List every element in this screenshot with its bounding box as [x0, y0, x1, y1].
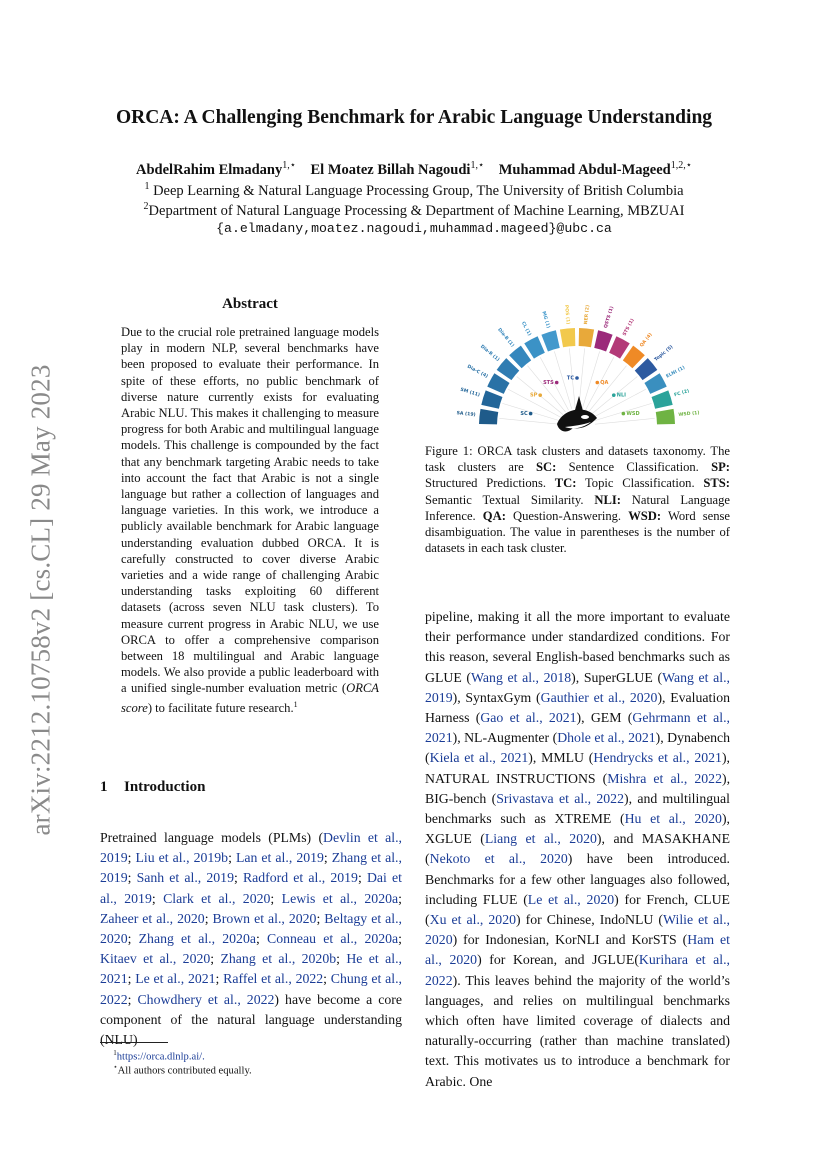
text-run: ) have become a core component of the natural language understanding (NLU) — [100, 991, 402, 1048]
text-run: ), Evaluation Harness ( — [425, 689, 730, 726]
text-run: ), GEM ( — [576, 710, 633, 726]
dataset-bar — [656, 409, 675, 424]
citation-link[interactable]: Beltagy et al., 2020 — [100, 910, 403, 947]
introduction-right-column — [425, 607, 730, 1092]
caption-term: SC: — [536, 460, 557, 475]
dataset-bar — [481, 390, 502, 408]
footnote-marker[interactable]: 1 — [293, 699, 298, 709]
text-run: Semantic Textual Similarity. — [425, 492, 595, 507]
paper-title: ORCA: A Challenging Benchmark for Arabic Language Understanding — [115, 107, 713, 128]
author-2: El Moatez Billah Nagoudi$^{1,⋆}$ — [310, 160, 485, 178]
citation-link[interactable]: Lan et al., 2019 — [235, 850, 324, 866]
dataset-label: NER (2) — [584, 304, 591, 325]
text-run: ), NL-Augmenter ( — [452, 730, 558, 746]
dataset-label: Dia-R (1) — [479, 344, 501, 363]
cluster-label: QA — [600, 380, 609, 387]
abstract-body: Due to the crucial role pretrained language models play in modern NLP, several benchmarks have been proposed to evaluate their performance. In spite of these efforts, no public benchmark of diverse nature currently exists for evaluating Arabic NLU. This makes it challenging to measure progress for both Arabic and multilingual language models. This challenge is compounded by the fact that any benchmark targeting Arabic needs to take into account the fact that Arabic is not a single language but rather a collection of languages and language varieties. In this work, we introduce a publicly available benchmark for Arabic language understanding evaluation dubbed ORCA. It is carefully constructed to cover diverse Arabic varieties and a wide range of challenging Arabic understanding tasks exploiting 60 different datasets (across seven NLU task clusters). To measure current progress in Arabic NLU, we use ORCA to offer a comprehensive comparison between 18 multilingual and Arabic language models. We also provide a public leaderboard with a unified single-number evaluation metric (ORCA score) to facilitate future research.$^1$ — [121, 325, 379, 715]
caption-term: STS: — [703, 476, 730, 491]
text-run: ; — [151, 890, 164, 906]
text-run: ), SyntaxGym ( — [452, 689, 541, 705]
author-3: Muhammad Abdul-Mageed$^{1,2,⋆}$ — [498, 160, 692, 178]
citation-link[interactable]: He et al., 2021 — [100, 951, 402, 987]
cluster-dot — [622, 412, 626, 416]
orca-logo-icon — [557, 396, 597, 431]
text-run: ; — [228, 850, 236, 866]
footnote-1: $^1$https://orca.dlnlp.ai/. — [113, 1049, 205, 1063]
dataset-label: SM (11) — [459, 387, 481, 399]
author-emails[interactable]: {a.elmadany,moatez.nagoudi,muhammad.mageed}@ubc.ca — [216, 221, 612, 236]
dataset-bar — [594, 330, 612, 351]
text-run: ; — [233, 870, 243, 886]
caption-term: WSD: — [628, 508, 662, 523]
text-run: ), MMLU ( — [528, 750, 594, 766]
citation-link[interactable]: Clark et al., 2020 — [163, 890, 271, 906]
dataset-label: POS (1) — [563, 304, 570, 325]
text-run: Question-Answering. — [505, 508, 629, 523]
guide-line — [588, 366, 626, 412]
orca-taxonomy-figure — [425, 288, 730, 438]
dataset-bar — [579, 328, 594, 347]
footnote-rule — [100, 1042, 168, 1043]
section-heading-introduction: 1 Introduction — [100, 779, 206, 795]
text-run: ; — [127, 850, 136, 866]
dataset-bar — [541, 330, 559, 351]
text-run: ; — [210, 951, 221, 967]
cluster-dot — [555, 381, 559, 385]
citation-link[interactable]: Zaheer et al., 2020 — [100, 910, 205, 926]
dataset-label: ELNI (1) — [665, 365, 687, 380]
citation-link[interactable]: Dai et al., 2019 — [100, 870, 402, 906]
dataset-label: QSTS (1) — [603, 305, 616, 329]
citation-link[interactable]: Nekoto et al., 2020 — [429, 851, 568, 867]
arxiv-stamp — [26, 360, 56, 840]
citation-link[interactable]: Kitaev et al., 2020 — [100, 951, 211, 967]
citation-link[interactable]: Zhang et al., 2019 — [100, 850, 402, 886]
cluster-label: STS — [543, 380, 554, 387]
citation-link[interactable]: Wang et al., 2019 — [425, 669, 730, 705]
citation-link[interactable]: Wilie et al., 2020 — [425, 912, 731, 948]
text-run: Natural Language Inference. — [425, 492, 730, 523]
text-run: ), NATURAL INSTRUCTIONS ( — [425, 750, 730, 786]
text-run: ; — [398, 931, 403, 947]
arxiv-identifier[interactable]: arXiv:2212.10758v2 [cs.CL] 29 May 2023 — [25, 364, 56, 836]
text-run: ), and MASAKHANE ( — [425, 831, 731, 867]
dataset-label: SA (19) — [456, 411, 476, 418]
introduction-left-column — [100, 828, 402, 1050]
dataset-label: Dia-B (1) — [496, 327, 515, 349]
citation-link[interactable]: Dhole et al., 2021 — [557, 730, 656, 746]
text-run: ; — [215, 971, 224, 987]
dataset-bar — [560, 328, 575, 347]
text-run: ; — [127, 971, 136, 987]
citation-link[interactable]: Hendrycks et al., 2021 — [593, 750, 722, 766]
cluster-dot — [595, 381, 599, 385]
text-run: ). This leaves behind the majority of the world’s languages, and relies on multilingual benchmarks which often have limited coverage of dialects and naturally-occurring (rather than machine translated) text. This motivates us to introduce a benchmark for Arabic. One — [425, 972, 730, 1089]
citation-link[interactable]: Gao et al., 2021 — [480, 710, 577, 726]
text-run: ; — [336, 951, 347, 967]
footnote-link[interactable]: https://orca.dlnlp.ai/. — [116, 1051, 205, 1063]
text-run: ) for Korean, and JGLUE( — [477, 952, 639, 968]
text-run: ) for French, CLUE ( — [425, 891, 730, 928]
text-run: Topic Classification. — [576, 476, 704, 491]
text-run: ; — [270, 890, 282, 906]
dataset-label: Topic (5) — [653, 344, 675, 363]
caption-term: TC: — [554, 476, 577, 491]
citation-link[interactable]: Srivastava et al., 2022 — [496, 790, 624, 806]
text-run: ), BIG-bench ( — [425, 770, 731, 806]
cluster-label: NLI — [616, 392, 627, 399]
citation-link[interactable]: Xu et al., 2020 — [429, 912, 517, 928]
text-run: ; — [127, 870, 137, 886]
citation-link[interactable]: Ham et al., 2020 — [425, 932, 730, 968]
dataset-label: MG (1) — [540, 310, 551, 329]
cluster-label: SC — [520, 411, 528, 418]
citation-link[interactable]: Le et al., 2020 — [527, 891, 615, 907]
dataset-label: CL (1) — [519, 321, 532, 337]
author-1: AbdelRahim Elmadany$^{1,⋆}$ — [136, 160, 297, 178]
citation-link[interactable]: Raffel et al., 2022 — [223, 971, 324, 987]
author-list — [0, 160, 828, 179]
text-run: ; — [255, 931, 268, 947]
dataset-label: FC (2) — [673, 389, 691, 399]
citation-link[interactable]: Liu et al., 2019b — [135, 850, 229, 866]
text-run: Figure 1: ORCA task clusters and datasets taxonomy. The task clusters are — [425, 444, 730, 475]
citation-link[interactable]: Gauthier et al., 2020 — [540, 689, 658, 705]
citation-link[interactable]: Kiela et al., 2021 — [429, 750, 529, 766]
footnote-2: ⋆All authors contributed equally. — [113, 1063, 252, 1077]
text-run: ), SuperGLUE ( — [571, 669, 663, 685]
citation-link[interactable]: Chowdhery et al., 2022 — [137, 991, 275, 1007]
citation-link[interactable]: Devlin et al., 2019 — [100, 830, 402, 866]
figure-caption — [425, 443, 730, 556]
citation-link[interactable]: Conneau et al., 2020a — [267, 931, 399, 947]
text-run: pipeline, making it all the more important to evaluate their performance under standardized conditions. For this reason, several English-based benchmarks such as GLUE ( — [425, 609, 730, 685]
text-run: ; — [323, 850, 332, 866]
cluster-dot — [538, 393, 542, 397]
caption-term: QA: — [482, 508, 506, 523]
text-run: ; — [127, 931, 139, 947]
cluster-dot — [529, 412, 533, 416]
dataset-label: QA (4) — [639, 332, 654, 349]
cluster-label: TC — [566, 375, 574, 382]
cluster-dot — [612, 393, 616, 397]
text-run: Word sense disambiguation. The value in parentheses is the number of datasets in each task cluster. — [425, 508, 730, 556]
abstract-heading: Abstract — [222, 296, 278, 312]
citation-link[interactable]: Radford et al., 2019 — [242, 870, 358, 886]
text-run: Structured Predictions. — [425, 476, 555, 491]
text-run: ), Dynabench ( — [425, 730, 730, 766]
guide-line — [595, 418, 655, 424]
dataset-bar — [652, 390, 673, 408]
text-run: Pretrained language models (PLMs) ( — [100, 830, 324, 845]
guide-line — [499, 418, 559, 424]
citation-link[interactable]: Kurihara et al., 2022 — [425, 952, 730, 988]
citation-link[interactable]: Gehrmann et al., 2021 — [425, 710, 730, 746]
text-run: Sentence Classification. — [556, 460, 712, 475]
text-run: ; — [323, 971, 331, 987]
dataset-label: WSD (1) — [678, 410, 700, 418]
citation-link[interactable]: Wang et al., 2018 — [471, 669, 572, 685]
dataset-label: Dia-C (4) — [466, 364, 489, 380]
citation-link[interactable]: Le et al., 2021 — [135, 971, 216, 987]
text-run: ), XGLUE ( — [425, 811, 730, 847]
text-run: ), and multilingual benchmarks such as XTREME ( — [425, 790, 730, 827]
caption-term: NLI: — [594, 492, 621, 507]
citation-link[interactable]: Lewis et al., 2020a — [281, 890, 399, 906]
citation-link[interactable]: Hu et al., 2020 — [624, 811, 722, 827]
dataset-bar — [479, 409, 498, 424]
text-run: ; — [204, 910, 213, 926]
affiliation-1: $^1$ Deep Learning & Natural Language Processing Group, The University of British Columbia — [144, 181, 684, 199]
cluster-label: SP — [529, 392, 538, 399]
cluster-dot — [575, 376, 579, 380]
citation-link[interactable]: Zhang et al., 2020b — [220, 951, 337, 967]
text-run: ; — [127, 991, 138, 1007]
cluster-label: WSD — [626, 411, 640, 418]
dataset-label: STS (1) — [622, 318, 636, 337]
affiliation-2: $^2$Department of Natural Language Processing & Department of Machine Learning, MBZUAI — [143, 201, 685, 219]
text-run: ) have been introduced. Benchmarks for a few other languages also followed, including FLUE ( — [425, 851, 730, 907]
citation-link[interactable]: Chung et al., 2022 — [100, 971, 402, 1007]
citation-link[interactable]: Brown et al., 2020 — [212, 910, 317, 926]
citation-link[interactable]: Sanh et al., 2019 — [136, 870, 234, 886]
text-run: ) for Indonesian, KorNLI and KorSTS ( — [452, 932, 688, 948]
text-run: ) for Chinese, IndoNLU ( — [516, 912, 664, 928]
citation-link[interactable]: Liang et al., 2020 — [484, 831, 597, 847]
citation-link[interactable]: Zhang et al., 2020a — [138, 931, 256, 947]
caption-term: SP: — [711, 460, 730, 475]
citation-link[interactable]: Mishra et al., 2022 — [607, 770, 722, 786]
guide-line — [528, 366, 566, 412]
text-run: ; — [357, 870, 367, 886]
text-run: ; — [316, 910, 325, 926]
text-run: ; — [398, 890, 402, 906]
